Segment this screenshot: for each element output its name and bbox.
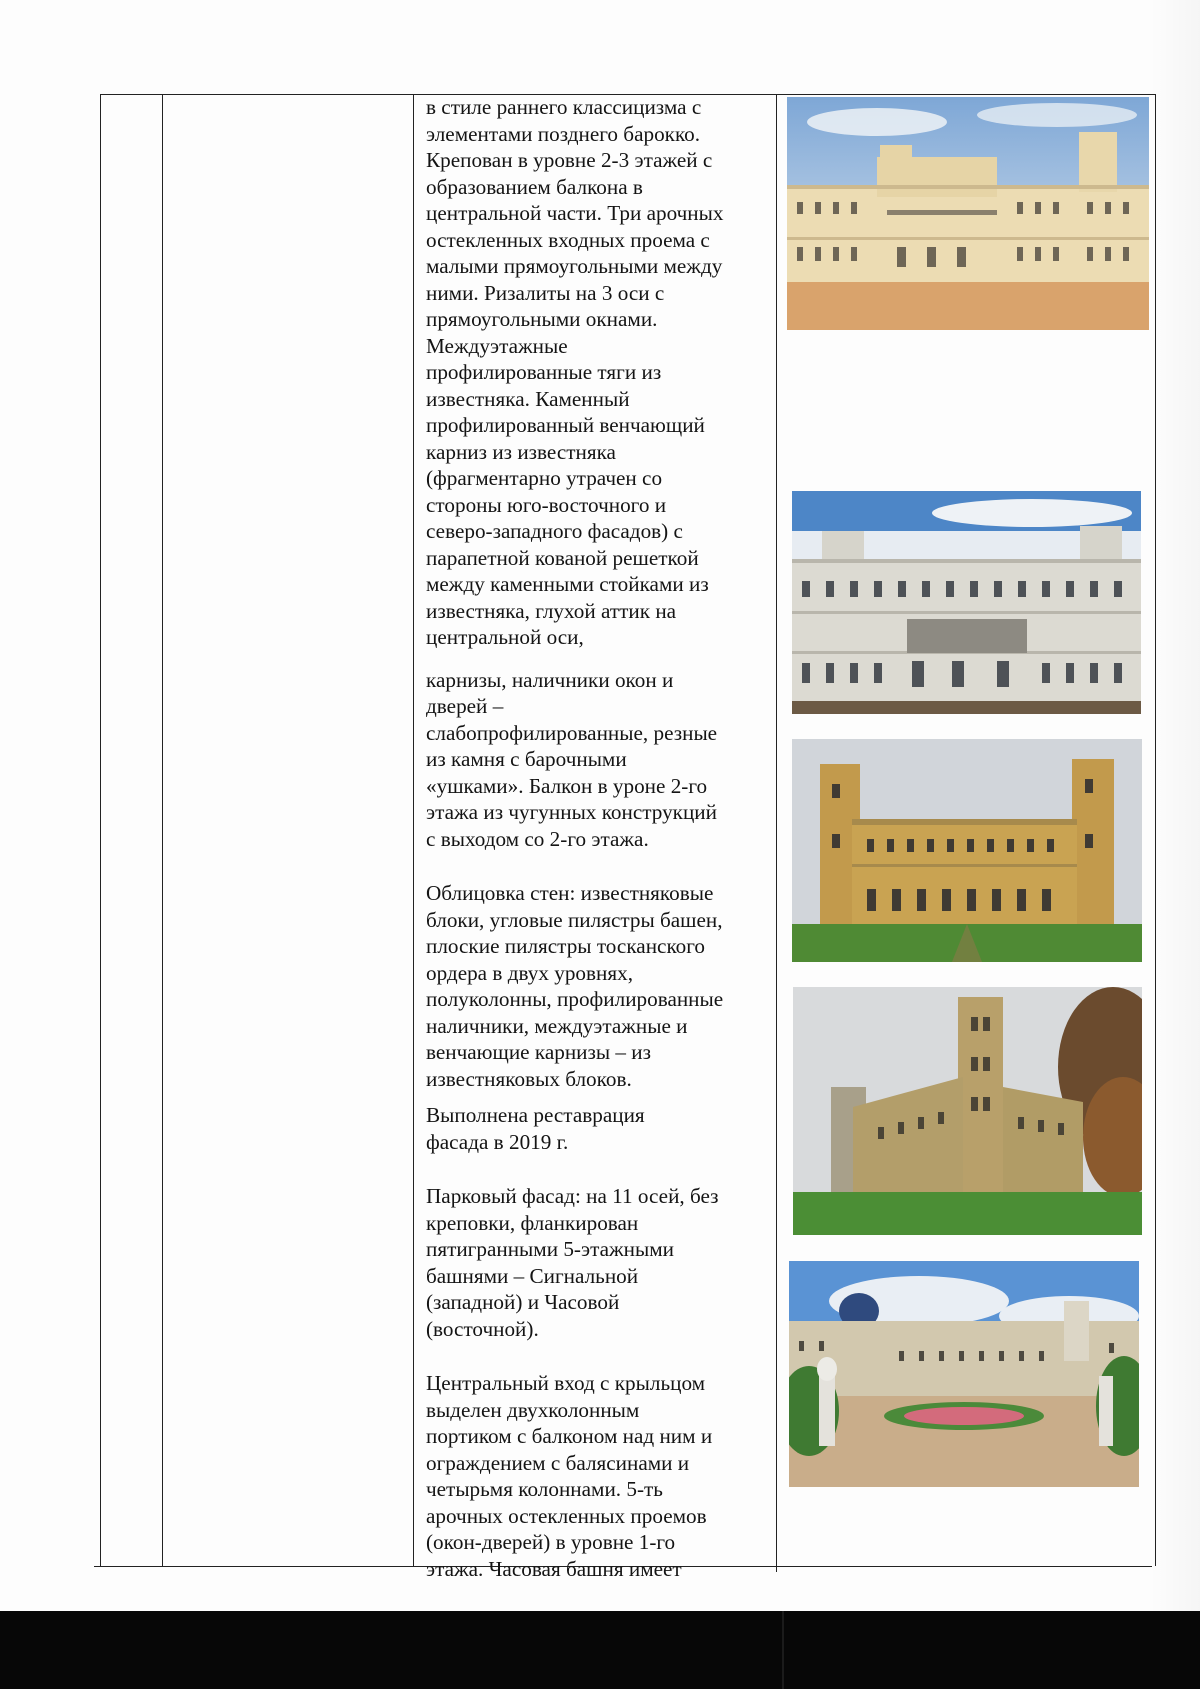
photo-central-facade	[792, 491, 1141, 714]
scan-band-seam	[782, 1611, 784, 1689]
photo-parade-facade	[787, 97, 1149, 330]
table-col-border-3	[413, 94, 414, 1566]
description-cell	[426, 94, 776, 1582]
table-col-border-4	[776, 94, 777, 1572]
table-col-border-1	[100, 94, 101, 1566]
photo-tower-autumn	[793, 987, 1142, 1235]
table-col-border-2	[162, 94, 163, 1566]
paragraph-decoration: в стиле раннего классицизма с элементами позднего барокко. Крепован в уровне 2-3 этажей с образованием балкона в центральной части. Три арочных остекленных входных проема с малыми прямоугольными между ними. Ризалиты на 3 оси с прямоугольными окнами. Междуэтажные профилированные тяги из известняка. Каменный профилированный венчающий карниз из известняка (фрагментарно утрачен со стороны юго-восточного и северо-западного фасадов) с парапетной кованой решеткой между каменными стойками из известняка, глухой аттик на центральной оси,	[426, 95, 724, 649]
paragraph-cladding: Облицовка стен: известняковые блоки, угловые пилястры башен, плоские пилястры тосканского ордера в двух уровнях, полуколонны, профилированные наличники, междуэтажные и венчающие карнизы – из известняковых блоков.	[426, 881, 724, 1091]
paragraph-cornices: карнизы, наличники окон и дверей – слабопрофилированные, резные из камня с барочными «ушками». Балкон в уроне 2-го этажа из чугунных конструкций с выходом со 2-го этажа.	[426, 667, 718, 851]
paragraph-central-entrance: Центральный вход с крыльцом выделен двухколонным портиком с балконом над ним и ограждением с балясинами и четырьмя колоннами. 5-ть арочных остекленных проемов (окон-дверей) в уровне 1-го этажа. Часовая башня имеет	[426, 1371, 713, 1581]
scan-bottom-band	[0, 1611, 1200, 1689]
scan-edge-shadow	[1150, 0, 1200, 1611]
photo-courtyard-garden	[789, 1261, 1139, 1487]
paragraph-restoration: Выполнена реставрация фасада в 2019 г.	[426, 1103, 645, 1154]
photo-park-facade	[792, 739, 1142, 962]
paragraph-park-facade: Парковый фасад: на 11 осей, без креповки, фланкирован пятигранными 5-этажными башнями – Сигнальной (западной) и Часовой (восточной).	[426, 1184, 719, 1341]
